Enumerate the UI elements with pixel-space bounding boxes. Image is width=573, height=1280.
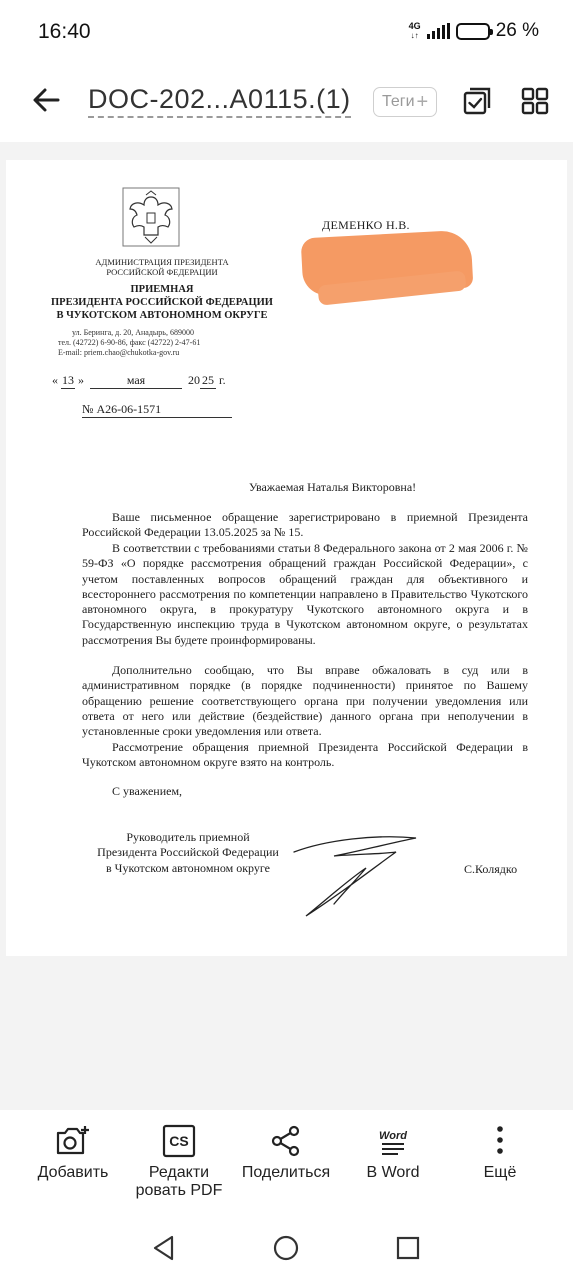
svg-text:Word: Word: [379, 1130, 407, 1142]
date-year-prefix: 20: [188, 373, 200, 387]
date-month: мая: [90, 373, 182, 389]
registration-number: № А26-06-1571: [82, 402, 232, 418]
battery-icon: [456, 23, 490, 40]
tags-label: Теги: [382, 93, 415, 110]
bottom-toolbar: [0, 1110, 573, 1210]
tags-button[interactable]: [373, 87, 437, 117]
share-button[interactable]: [231, 1124, 341, 1182]
handwritten-signature: [286, 830, 426, 920]
date-suffix: г.: [219, 373, 226, 387]
date-day: 13: [62, 373, 74, 387]
network-icon: 4G ↓↑: [408, 21, 421, 40]
svg-text:CS: CS: [169, 1133, 189, 1149]
status-bar: [0, 0, 573, 64]
more-button[interactable]: [445, 1124, 555, 1182]
paragraph-3: Дополнительно сообщаю, что Вы вправе обжаловать в суд или в административном порядке (в порядке подчиненности) принятое по Вашему обращению решение соответствующего органа при получении уведомления или ответа от него или действие (бездействие) данного органа при неполучении в установленные сроки уведомления или ответа.: [82, 663, 528, 739]
coat-of-arms-icon: [122, 187, 180, 247]
document-title[interactable]: DOC-202...A0115.(1): [88, 84, 351, 118]
date-year: 25: [202, 373, 214, 387]
signer-line-1: Руководитель приемной: [126, 830, 250, 844]
addr-line-1: ул. Беринга, д. 20, Анадырь, 689000: [72, 328, 194, 337]
signer-line-2: Президента Российской Федерации: [97, 845, 279, 860]
share-label: Поделиться: [241, 1164, 331, 1181]
back-arrow-icon[interactable]: [28, 82, 64, 118]
nav-recents-icon[interactable]: [394, 1234, 422, 1262]
signer-name: С.Колядко: [464, 862, 518, 876]
select-check-icon[interactable]: [462, 86, 492, 116]
document-page[interactable]: [6, 160, 567, 956]
paragraph-2: В соответствии с требованиями статьи 8 Федерального закона от 2 мая 2006 г. № 59-ФЗ «О порядке рассмотрения обращений граждан Российской Федерации», с учетом поставленных вопросов обращений граждан для объективного и всестороннего рассмотрения по компетенции направлено в Правительство Чукотского автономного округа, в прокуратуру Чукотского автономного округа и в Государственную инспекцию труда в Чукотском автономном округе, о результатах рассмотрения Вы будете проинформированы.: [82, 541, 528, 647]
add-button[interactable]: [18, 1124, 128, 1182]
nav-back-icon[interactable]: [150, 1234, 178, 1262]
add-label: Добавить: [37, 1164, 109, 1181]
app-bar: [0, 64, 573, 142]
regards: С уважением,: [112, 784, 183, 798]
share-icon: [269, 1124, 303, 1158]
word-label: В Word: [366, 1164, 420, 1181]
org-address: [58, 328, 200, 358]
recipient-name: ДЕМЕНКО Н.В.: [322, 218, 410, 232]
word-button[interactable]: [338, 1124, 448, 1182]
addr-line-2: тел. (42722) 6-90-86, факс (42722) 2-47-61: [58, 338, 201, 347]
status-time: 16:40: [38, 20, 91, 43]
edit-label-line-2: ровать PDF: [135, 1182, 223, 1199]
office-line-1: ПРИЕМНАЯ: [130, 284, 194, 295]
word-icon: [376, 1124, 410, 1158]
more-label: Ещё: [483, 1164, 517, 1181]
addr-line-3: E-mail: priem.chao@chukotka-gov.ru: [58, 348, 180, 357]
edit-pdf-button[interactable]: [124, 1124, 234, 1200]
plus-icon: +: [416, 90, 429, 113]
office-line-2: ПРЕЗИДЕНТА РОССИЙСКОЙ ФЕДЕРАЦИИ: [51, 297, 273, 308]
signer-title: [82, 830, 294, 876]
edit-label-line-1: Редакти: [148, 1164, 210, 1181]
cs-edit-pdf-icon: [162, 1124, 196, 1158]
battery-percent: 26 %: [495, 20, 539, 41]
system-nav-bar: [0, 1212, 573, 1280]
greeting: Уважаемая Наталья Викторовна!: [248, 480, 417, 494]
camera-plus-icon: [55, 1124, 91, 1158]
paragraph-1: Ваше письменное обращение зарегистрировано в приемной Президента Российской Федерации 13.05.2025 за № 15.: [82, 510, 528, 540]
more-vertical-icon: [483, 1124, 517, 1158]
document-date: « 13 » мая 20 25 г.: [52, 373, 226, 387]
office-line-3: В ЧУКОТСКОМ АВТОНОМНОМ ОКРУГЕ: [56, 310, 268, 321]
org-line-2: РОССИЙСКОЙ ФЕДЕРАЦИИ: [106, 267, 218, 277]
signer-line-3: в Чукотском автономном округе: [106, 860, 270, 875]
status-right: [409, 20, 539, 42]
signal-icon: [427, 23, 450, 39]
nav-home-icon[interactable]: [272, 1234, 300, 1262]
paragraph-4: Рассмотрение обращения приемной Президента Российской Федерации в Чукотском автономном округе взято на контроль.: [82, 740, 528, 770]
org-line-1: АДМИНИСТРАЦИЯ ПРЕЗИДЕНТА: [95, 257, 229, 267]
grid-view-icon[interactable]: [520, 86, 550, 116]
